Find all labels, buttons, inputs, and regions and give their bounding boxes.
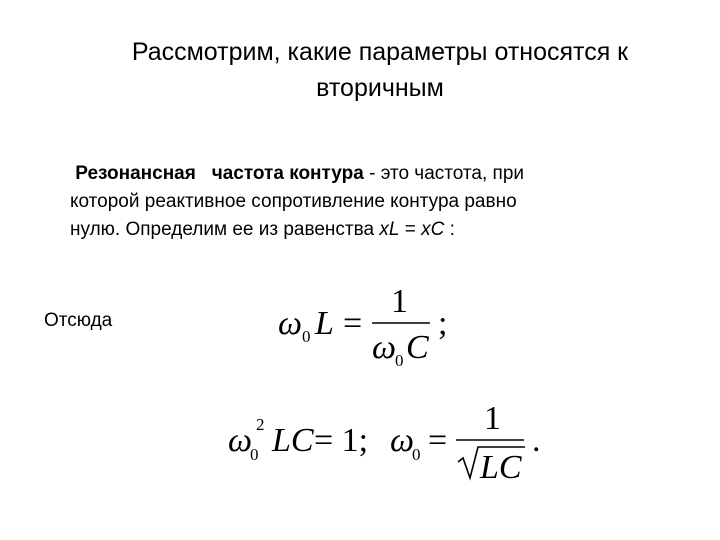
f2-sup2: 2 — [256, 415, 265, 434]
var-C: C — [430, 219, 445, 240]
definition-paragraph — [70, 160, 670, 244]
f2-equals-one: = 1; — [314, 422, 369, 459]
var-x-2: x — [421, 219, 431, 240]
paragraph-end: : — [444, 219, 455, 240]
f1-sub0: 0 — [302, 327, 311, 346]
f2-sub0: 0 — [250, 445, 259, 464]
f1-L: L — [315, 305, 334, 342]
f2-LC-root: LC — [480, 449, 522, 486]
formula-omega0-resonance — [222, 398, 562, 488]
var-x-1: x — [379, 219, 389, 240]
paragraph-line-3 — [70, 216, 670, 244]
f1-C: C — [406, 329, 429, 366]
paragraph-line-3-text: нулю. Определим ее из равенства — [70, 219, 380, 240]
f2-sub0-b: 0 — [412, 445, 421, 464]
title-line-1: Рассмотрим, какие параметры относятся к — [131, 38, 629, 66]
paragraph-line-1-rest: - это частота, при — [363, 163, 524, 184]
f2-equals-2: = — [428, 422, 448, 459]
f2-numerator-one: 1 — [484, 400, 501, 437]
f1-numerator-one: 1 — [391, 283, 408, 320]
slide-title — [60, 34, 700, 106]
term-circuit-frequency: частота контура — [211, 163, 364, 184]
term-resonant: Резонансная — [75, 163, 196, 184]
f1-omega-den: ω — [372, 329, 397, 366]
f1-semicolon: ; — [438, 305, 448, 342]
f2-omega: ω — [228, 422, 253, 459]
f1-equals: = — [343, 305, 363, 342]
paragraph-line-1 — [70, 160, 670, 188]
f2-LC: LC — [272, 422, 314, 459]
f2-dot: . — [532, 422, 541, 459]
f1-sub0-den: 0 — [395, 351, 404, 370]
f1-omega: ω — [278, 305, 303, 342]
f2-omega-2: ω — [390, 422, 415, 459]
equals-sign: = — [399, 219, 422, 240]
label-otsyuda: Отсюда — [44, 310, 113, 331]
title-line-2: вторичным — [316, 74, 444, 102]
paragraph-line-2: которой реактивное сопротивление контура равно — [70, 191, 517, 212]
var-L: L — [388, 219, 400, 240]
formula-omega0-L — [270, 278, 470, 368]
